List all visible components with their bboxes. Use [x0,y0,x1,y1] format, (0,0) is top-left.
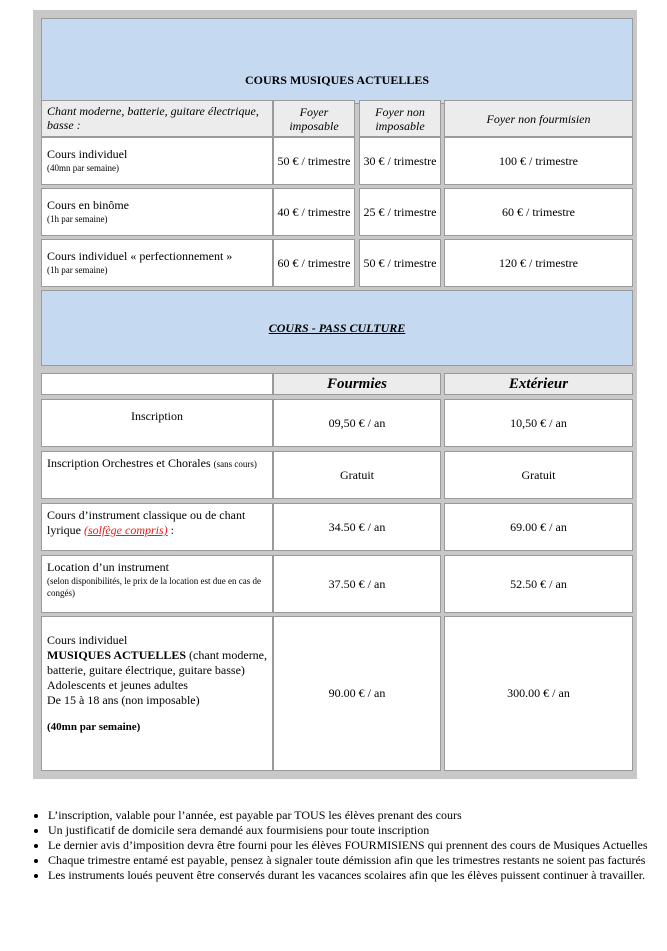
s2-row3-label: Cours d’instrument classique ou de chant lyrique (solfège compris) : [41,503,273,551]
row3-price-non-imposable: 50 € / trimestre [359,239,441,287]
row3-label: Cours individuel « perfectionnement » (1h par semaine) [41,239,273,287]
pricing-table [33,10,637,779]
header-foyer-non-imposable: Foyer non imposable [359,100,441,137]
row2-price-non-imposable: 25 € / trimestre [359,188,441,236]
header-empty [41,373,273,395]
section2-title: COURS - PASS CULTURE [268,320,406,335]
row3-price-non-fourmisien: 120 € / trimestre [444,239,633,287]
s2-row5-exterieur: 300.00 € / an [444,616,633,771]
section1-title: COURS MUSIQUES ACTUELLES [244,72,430,87]
row1-label: Cours individuel (40mn par semaine) [41,137,273,185]
solfege-note: (solfège compris) [84,523,168,537]
row1-price-imposable: 50 € / trimestre [273,137,355,185]
s2-row2-fourmies: Gratuit [273,451,441,499]
note-item: • Les instruments loués peuvent être conservés durant les vacances scolaires afin que les élèves puissent continuer à travailler. [48,868,667,882]
header-exterieur: Extérieur [444,373,633,395]
s2-row3-exterieur: 69.00 € / an [444,503,633,551]
header-foyer-imposable: Foyer imposable [273,100,355,137]
header-category: Chant moderne, batterie, guitare électrique, basse : [41,100,273,137]
s2-row5-fourmies: 90.00 € / an [273,616,441,771]
row3-price-imposable: 60 € / trimestre [273,239,355,287]
note-item: • Chaque trimestre entamé est payable, pensez à signaler toute démission afin que les trimestres restants ne soient pas facturés [48,853,667,867]
s2-row2-exterieur: Gratuit [444,451,633,499]
s2-row1-label: Inscription [41,399,273,447]
section1-title-cell [41,18,633,104]
s2-row4-label: Location d’un instrument (selon disponibilités, le prix de la location est due en cas de congés) [41,555,273,613]
notes-list [22,808,667,883]
note-item: • L’inscription, valable pour l’année, est payable par TOUS les élèves prenant des cours [48,808,667,822]
s2-row5-label: Cours individuel MUSIQUES ACTUELLES (chant moderne, batterie, guitare électrique, guitare basse) Adolescents et jeunes adultes De 15 à 18 ans (non imposable) (40mn par semaine) [41,616,273,771]
header-foyer-non-fourmisien: Foyer non fourmisien [444,100,633,137]
header-fourmies: Fourmies [273,373,441,395]
row1-price-non-fourmisien: 100 € / trimestre [444,137,633,185]
row2-price-imposable: 40 € / trimestre [273,188,355,236]
section2-title-cell [41,290,633,366]
row2-price-non-fourmisien: 60 € / trimestre [444,188,633,236]
s2-row3-fourmies: 34.50 € / an [273,503,441,551]
row1-price-non-imposable: 30 € / trimestre [359,137,441,185]
s2-row2-label: Inscription Orchestres et Chorales (sans cours) [41,451,273,499]
note-item: • Un justificatif de domicile sera demandé aux fourmisiens pour toute inscription [48,823,667,837]
row2-label: Cours en binôme (1h par semaine) [41,188,273,236]
s2-row4-exterieur: 52.50 € / an [444,555,633,613]
s2-row4-fourmies: 37.50 € / an [273,555,441,613]
s2-row1-exterieur: 10,50 € / an [444,399,633,447]
s2-row1-fourmies: 09,50 € / an [273,399,441,447]
note-item: • Le dernier avis d’imposition devra être fourni pour les élèves FOURMISIENS qui prennent des cours de Musiques Actuelles [48,838,667,852]
